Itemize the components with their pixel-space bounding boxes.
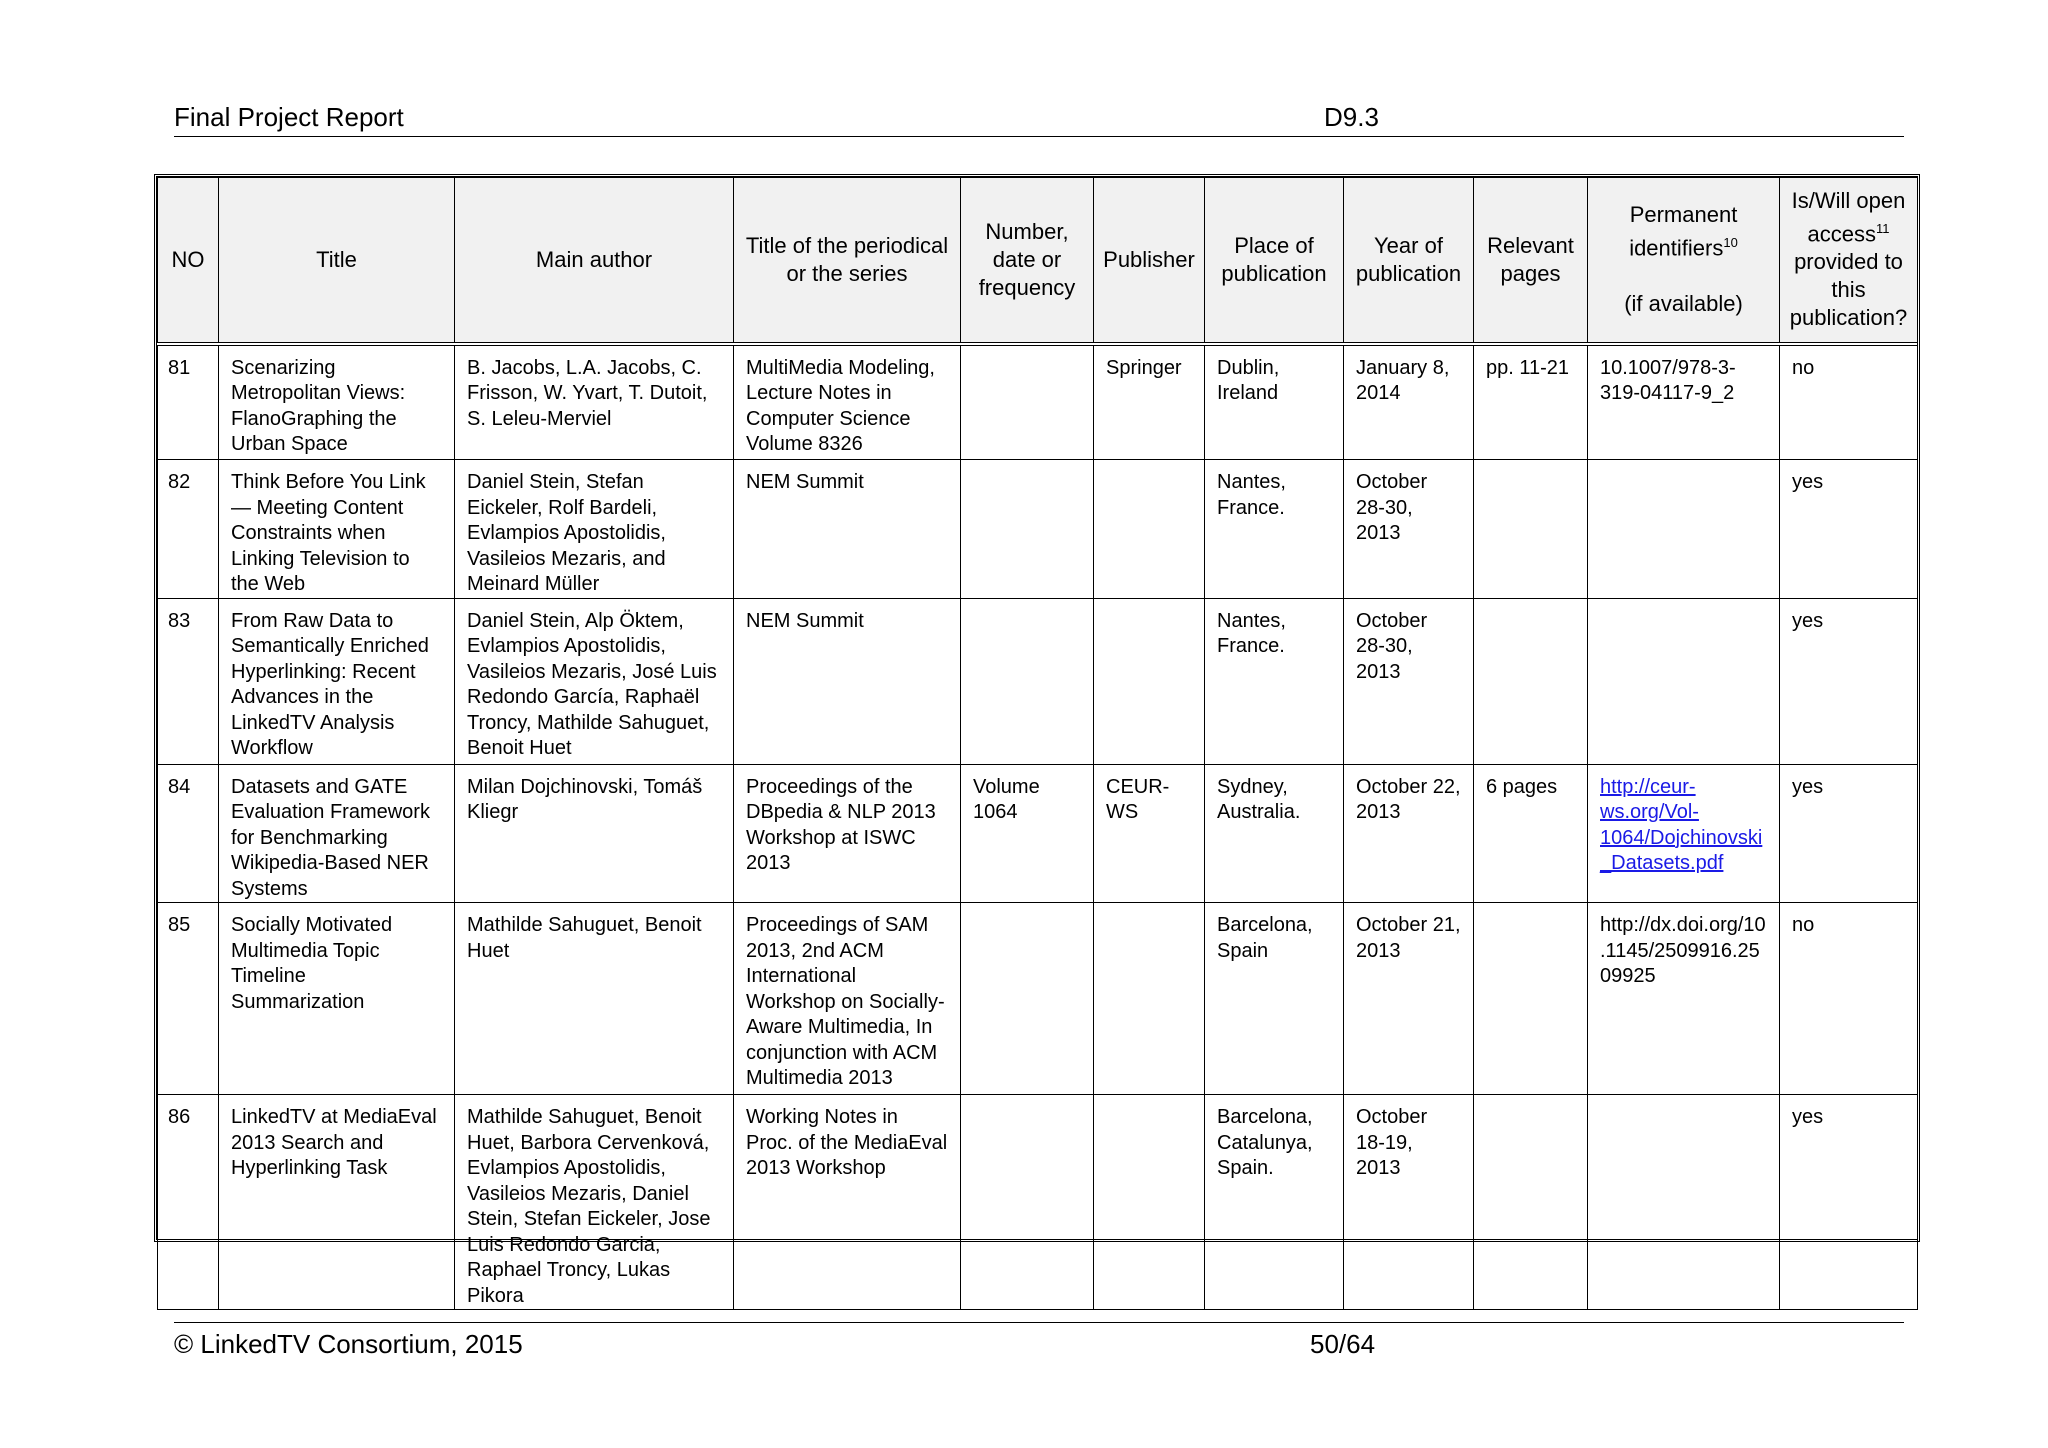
cell-no: 81 (158, 344, 219, 460)
copyright: © LinkedTV Consortium, 2015 (174, 1329, 523, 1359)
cell-open-access: yes (1780, 598, 1918, 764)
page-number: 50/64 (1310, 1329, 1376, 1359)
col-header-identifiers (1588, 178, 1780, 344)
cell-number: Volume 1064 (961, 764, 1094, 903)
cell-periodical: MultiMedia Modeling, Lecture Notes in Computer Science Volume 8326 (734, 344, 961, 460)
table-row (158, 598, 1918, 764)
col-header-publisher: Publisher (1094, 178, 1205, 344)
col-header-no: NO (158, 178, 219, 344)
col-header-place: Place of publication (1205, 178, 1344, 344)
cell-pages (1474, 1095, 1588, 1310)
cell-year: January 8, 2014 (1344, 344, 1474, 460)
cell-year: October 18-19, 2013 (1344, 1095, 1474, 1310)
cell-open-access: yes (1780, 460, 1918, 599)
cell-place: Nantes, France. (1205, 598, 1344, 764)
cell-title: Think Before You Link — Meeting Content Constraints when Linking Television to the Web (219, 460, 455, 599)
cell-open-access: no (1780, 903, 1918, 1095)
cell-year: October 21, 2013 (1344, 903, 1474, 1095)
cell-publisher (1094, 903, 1205, 1095)
cell-number (961, 344, 1094, 460)
cell-place: Nantes, France. (1205, 460, 1344, 599)
cell-number (961, 460, 1094, 599)
cell-identifier: http://dx.doi.org/10.1145/2509916.2509925 (1588, 903, 1780, 1095)
page-footer (174, 1322, 1904, 1359)
cell-number (961, 903, 1094, 1095)
cell-year: October 22, 2013 (1344, 764, 1474, 903)
cell-pages (1474, 460, 1588, 599)
cell-year: October 28-30, 2013 (1344, 460, 1474, 599)
cell-title: From Raw Data to Semantically Enriched Hyperlinking: Recent Advances in the LinkedTV Analysis Workflow (219, 598, 455, 764)
cell-place: Barcelona, Catalunya, Spain. (1205, 1095, 1344, 1310)
cell-identifier (1588, 764, 1780, 903)
cell-identifier (1588, 460, 1780, 599)
cell-place: Sydney, Australia. (1205, 764, 1344, 903)
col-header-main-author: Main author (455, 178, 734, 344)
cell-pages (1474, 903, 1588, 1095)
dataset-link[interactable]: http://ceur-ws.org/Vol-1064/Dojchinovski_Datasets.pdf (1600, 775, 1763, 874)
cell-publisher (1094, 598, 1205, 764)
col-header-number: Number, date or frequency (961, 178, 1094, 344)
col-header-open-access (1780, 178, 1918, 344)
publications-table (157, 177, 1918, 1310)
open-access-label-pre: Is/Will open access (1791, 188, 1906, 247)
page-header (174, 100, 1904, 137)
cell-periodical: Working Notes in Proc. of the MediaEval 2013 Workshop (734, 1095, 961, 1310)
cell-publisher (1094, 460, 1205, 599)
cell-main-author: Daniel Stein, Stefan Eickeler, Rolf Bardeli, Evlampios Apostolidis, Vasileios Mezaris, and Meinard Müller (455, 460, 734, 599)
deliverable-id: D9.3 (1324, 102, 1379, 132)
cell-identifier: 10.1007/978-3-319-04117-9_2 (1588, 344, 1780, 460)
cell-pages: pp. 11-21 (1474, 344, 1588, 460)
col-header-year: Year of publication (1344, 178, 1474, 344)
cell-periodical: Proceedings of SAM 2013, 2nd ACM International Workshop on Socially-Aware Multimedia, In conjunction with ACM Multimedia 2013 (734, 903, 961, 1095)
cell-main-author: B. Jacobs, L.A. Jacobs, C. Frisson, W. Yvart, T. Dutoit, S. Leleu-Merviel (455, 344, 734, 460)
cell-publisher (1094, 1095, 1205, 1310)
identifiers-label: Permanent identifiers (1629, 202, 1738, 261)
cell-place: Dublin, Ireland (1205, 344, 1344, 460)
cell-number (961, 1095, 1094, 1310)
open-access-label-post: provided to this publication? (1789, 249, 1908, 331)
cell-publisher: CEUR-WS (1094, 764, 1205, 903)
cell-periodical: Proceedings of the DBpedia & NLP 2013 Workshop at ISWC 2013 (734, 764, 961, 903)
cell-no: 82 (158, 460, 219, 599)
footnote-ref-11[interactable]: 11 (1875, 221, 1890, 237)
identifiers-note: (if available) (1624, 291, 1743, 317)
table-row (158, 764, 1918, 903)
cell-identifier (1588, 1095, 1780, 1310)
cell-title: Scenarizing Metropolitan Views: FlanoGraphing the Urban Space (219, 344, 455, 460)
cell-main-author: Daniel Stein, Alp Öktem, Evlampios Apostolidis, Vasileios Mezaris, José Luis Redondo García, Raphaël Troncy, Mathilde Sahuguet, Benoit Huet (455, 598, 734, 764)
col-header-pages: Relevant pages (1474, 178, 1588, 344)
cell-no: 84 (158, 764, 219, 903)
table-row (158, 1095, 1918, 1310)
cell-pages (1474, 598, 1588, 764)
cell-title: LinkedTV at MediaEval 2013 Search and Hyperlinking Task (219, 1095, 455, 1310)
cell-main-author: Mathilde Sahuguet, Benoit Huet, Barbora Cervenková, Evlampios Apostolidis, Vasileios Mezaris, Daniel Stein, Stefan Eickeler, Jose Luis Redondo Garcia, Raphael Troncy, Lukas Pikora (455, 1095, 734, 1310)
table-header-row (158, 178, 1918, 344)
publications-table-frame (154, 174, 1920, 1307)
cell-no: 85 (158, 903, 219, 1095)
cell-no: 86 (158, 1095, 219, 1310)
footnote-ref-10[interactable]: 10 (1723, 235, 1738, 251)
cell-main-author: Milan Dojchinovski, Tomáš Kliegr (455, 764, 734, 903)
cell-no: 83 (158, 598, 219, 764)
cell-title: Datasets and GATE Evaluation Framework for Benchmarking Wikipedia-Based NER Systems (219, 764, 455, 903)
cell-number (961, 598, 1094, 764)
cell-year: October 28-30, 2013 (1344, 598, 1474, 764)
cell-title: Socially Motivated Multimedia Topic Timeline Summarization (219, 903, 455, 1095)
cell-place: Barcelona, Spain (1205, 903, 1344, 1095)
table-row (158, 903, 1918, 1095)
cell-open-access: no (1780, 344, 1918, 460)
cell-periodical: NEM Summit (734, 598, 961, 764)
cell-identifier (1588, 598, 1780, 764)
cell-publisher: Springer (1094, 344, 1205, 460)
cell-pages: 6 pages (1474, 764, 1588, 903)
cell-main-author: Mathilde Sahuguet, Benoit Huet (455, 903, 734, 1095)
cell-open-access: yes (1780, 764, 1918, 903)
table-row (158, 344, 1918, 460)
table-row (158, 460, 1918, 599)
col-header-periodical: Title of the periodical or the series (734, 178, 961, 344)
report-title: Final Project Report (174, 102, 404, 132)
col-header-title: Title (219, 178, 455, 344)
cell-open-access: yes (1780, 1095, 1918, 1310)
cell-periodical: NEM Summit (734, 460, 961, 599)
